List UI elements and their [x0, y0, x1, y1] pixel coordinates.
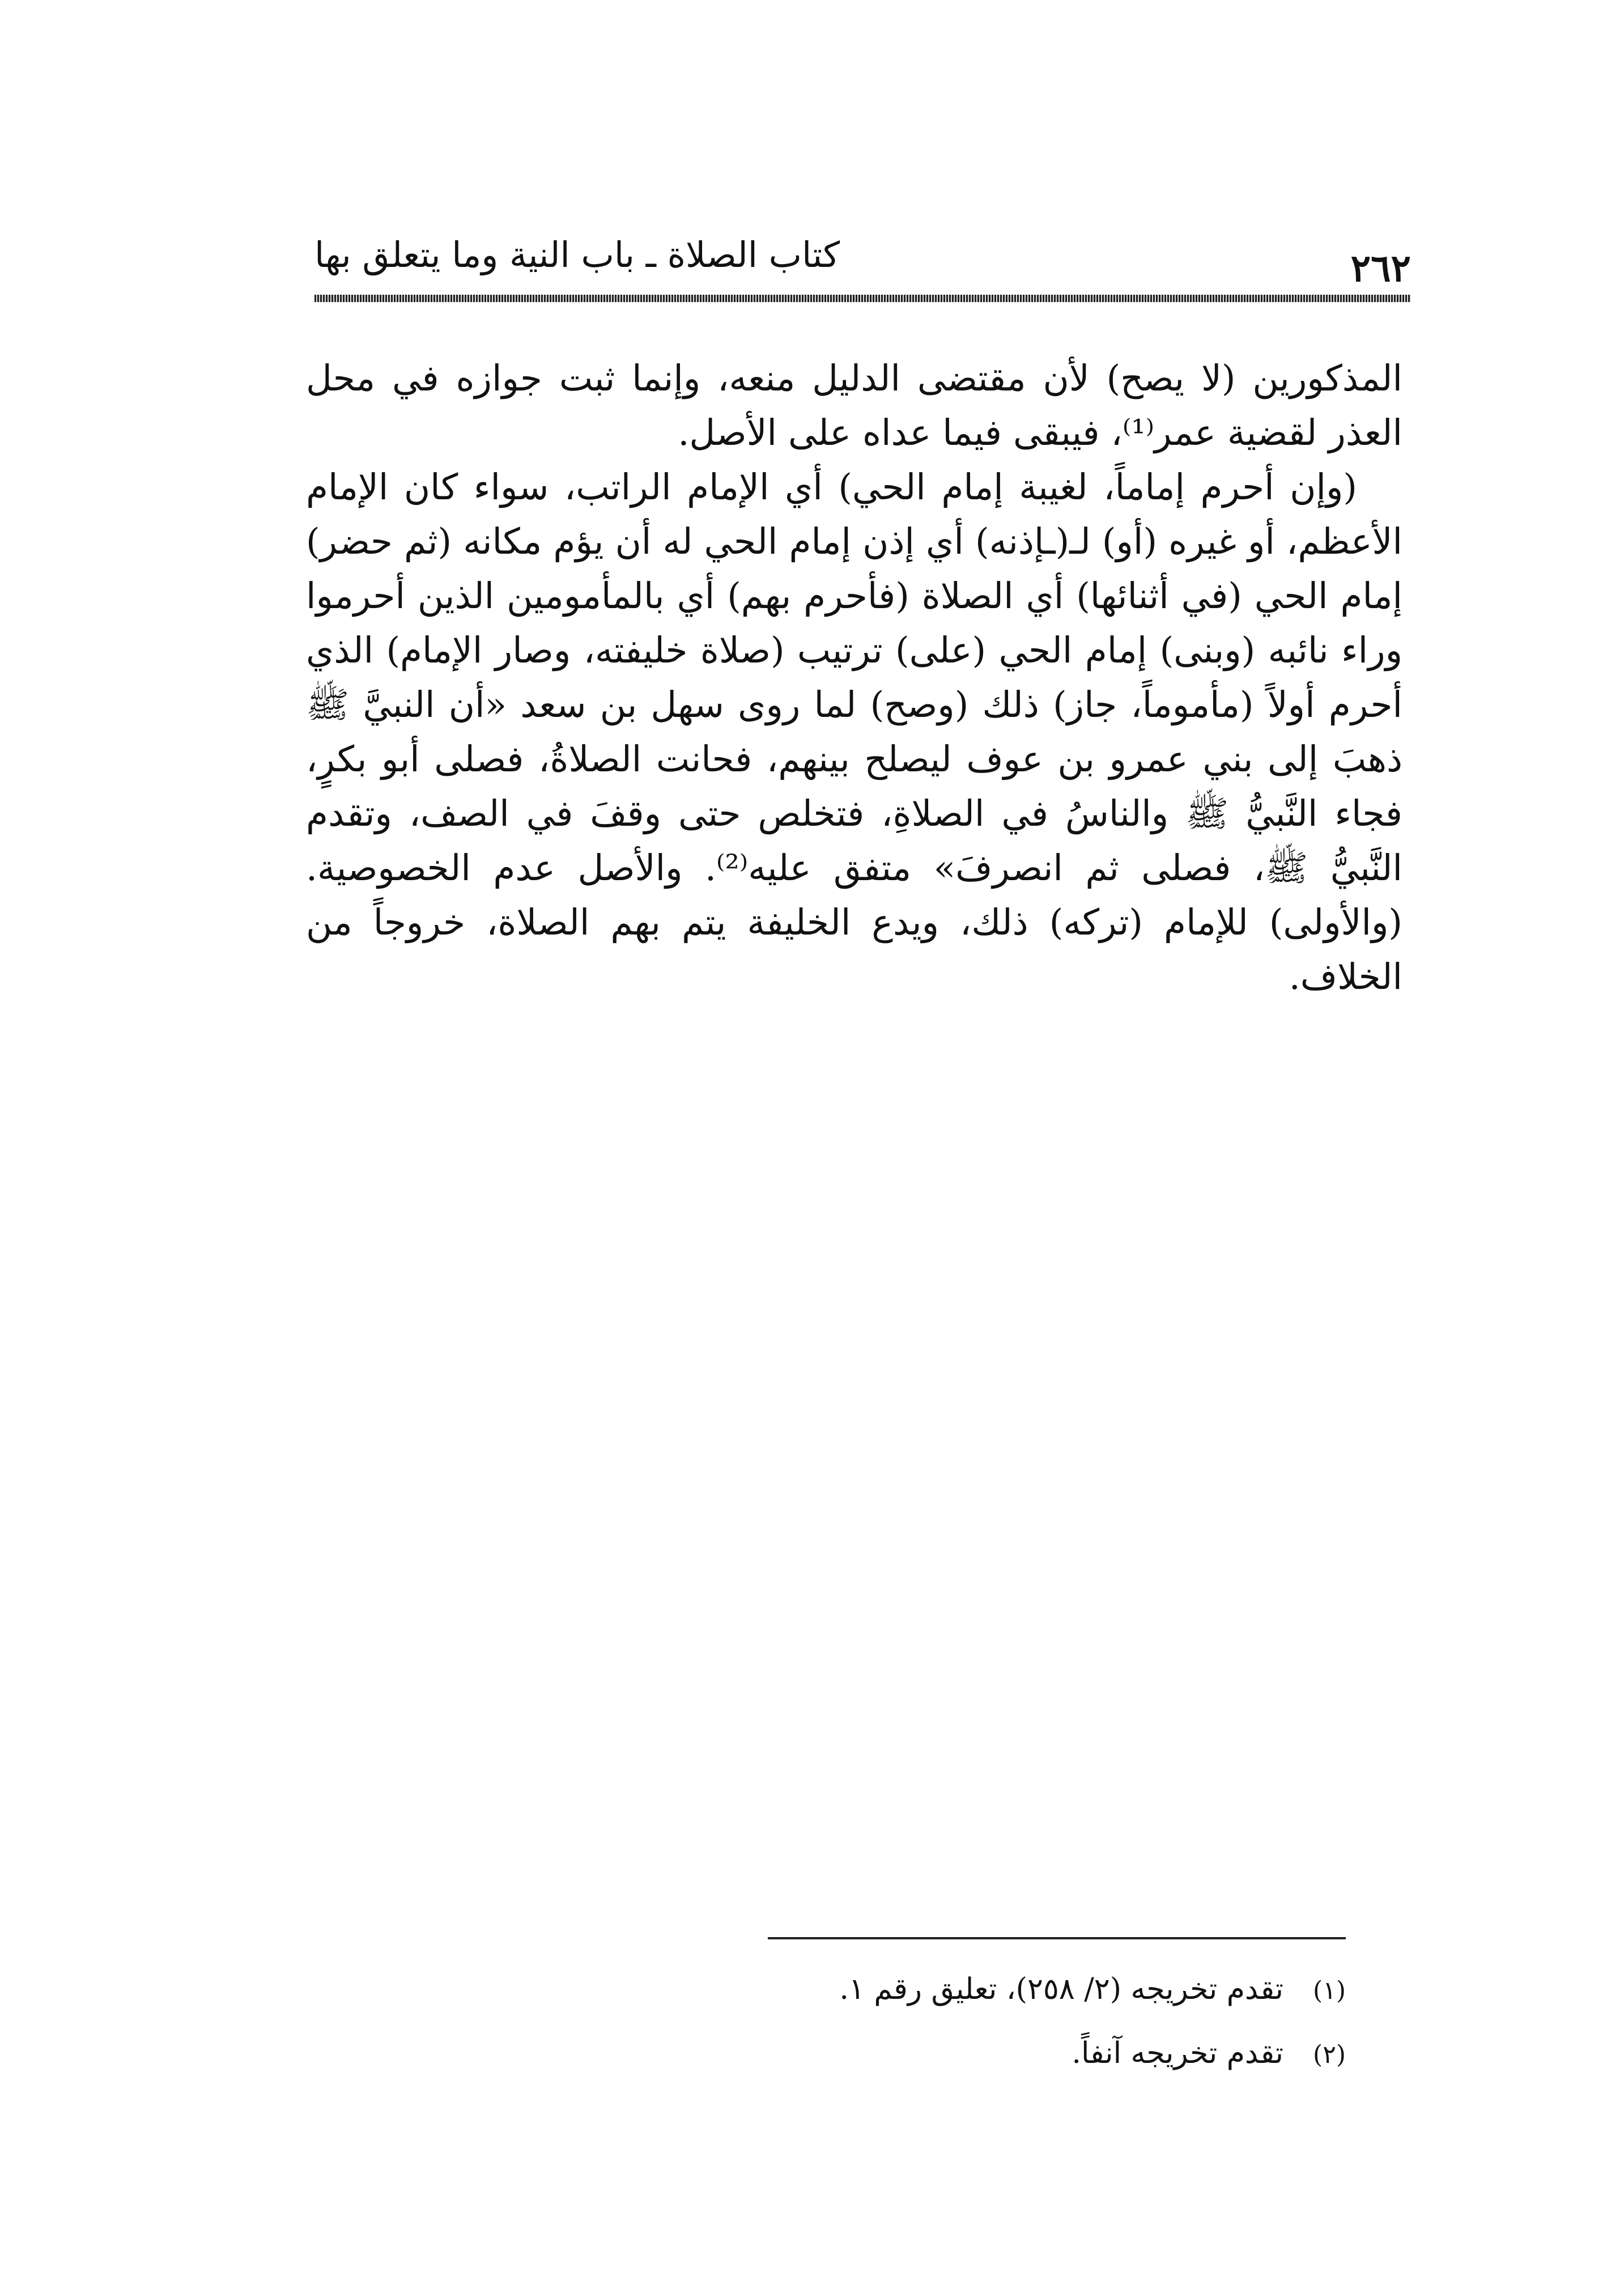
main-text	[306, 351, 1402, 1004]
header-rule	[314, 295, 1411, 302]
footnote-text: تقدم تخريجه آنفاً.	[1072, 2036, 1283, 2070]
running-title: كتاب الصلاة ـ باب النية وما يتعلق بها	[314, 234, 840, 275]
footnote-2	[652, 2022, 1346, 2086]
paragraph-1: المذكورين (لا يصح) لأن مقتضى الدليل منعه، وإنما ثبت جوازه في محل العذر لقضية عمر⁽¹⁾، فيبقى فيما عداه على الأصل.	[306, 358, 1402, 453]
footnote-text: تقدم تخريجه (٢/ ٢٥٨)، تعليق رقم ١.	[839, 1972, 1283, 2006]
footnote-number: (١)	[1313, 1976, 1346, 2005]
footnote-rule	[768, 1937, 1346, 1939]
paragraph-2: (وإن أحرم إماماً، لغيبة إمام الحي) أي الإمام الراتب، سواء كان الإمام الأعظم، أو غيره (أو) لـ(ـإذنه) أي إذن إمام الحي له أن يؤم مكانه (ثم حضر) إمام الحي (في أثنائها) أي الصلاة (فأحرم بهم) أي بالمأمومين الذين أحرموا وراء نائبه (وبنى) إمام الحي (على) ترتيب (صلاة خليفته، وصار الإمام) الذي أحرم أولاً (مأموماً، جاز) ذلك (وصح) لما روى سهل بن سعد «أن النبيَّ ﷺ ذهبَ إلى بني عمرو بن عوف ليصلح بينهم، فحانت الصلاةُ، فصلى أبو بكرٍ، فجاء النَّبيُّ ﷺ والناسُ في الصلاةِ، فتخلص حتى وقفَ في الصف، وتقدم النَّبيُّ ﷺ، فصلى ثم انصرفَ» متفق عليه⁽²⁾. والأصل عدم الخصوصية. (والأولى) للإمام (تركه) ذلك، ويدع الخليفة يتم بهم الصلاة، خروجاً من الخلاف.	[306, 466, 1402, 997]
page-number: ٢٦٢	[1350, 246, 1411, 290]
footnotes	[652, 1958, 1346, 2086]
footnote-number: (٢)	[1313, 2040, 1346, 2069]
page-header	[314, 230, 1411, 292]
footnote-1	[652, 1958, 1346, 2022]
